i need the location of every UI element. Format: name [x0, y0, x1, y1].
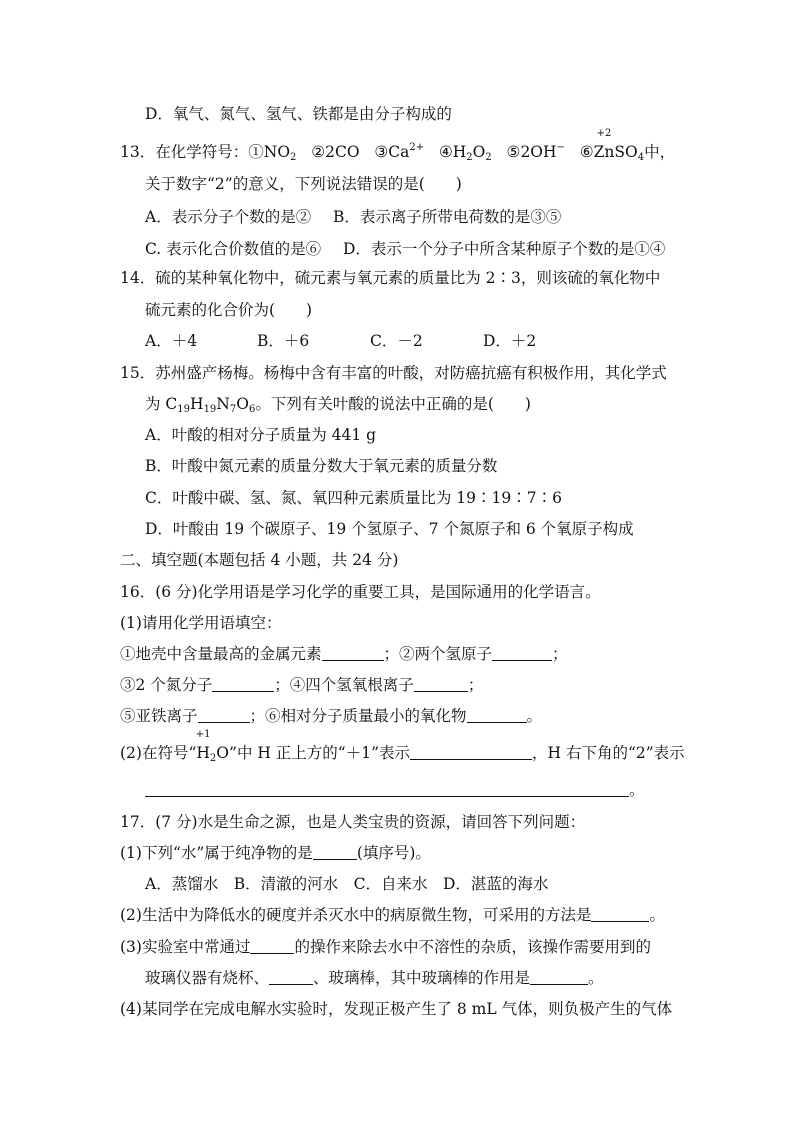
section-heading: 二、填空题(本题包括 4 小题，共 24 分) — [120, 551, 399, 569]
valence-mark: +1 — [195, 729, 211, 740]
answer-blank[interactable] — [250, 939, 294, 954]
q15-option-d: D．叶酸由 19 个碳原子、19 个氢原子、7 个氮原子和 6 个氧原子构成 — [145, 520, 634, 538]
symbol-1: $①NO_2$ — [248, 143, 297, 163]
q14-option-a: A．＋4 — [145, 332, 198, 350]
q14-line-2: 硫元素的化合价为( ) — [145, 301, 313, 319]
q13-intro: 在化学符号： — [155, 143, 249, 161]
symbol-6: ⑥ +2 ZnSO$_4$ — [579, 128, 645, 163]
q16-row-2: ③2 个氮分子 ；④四个氢氧根离子 ； — [120, 676, 484, 694]
q12-option-d: D．氧气、氮气、氢气、铁都是由分子构成的 — [145, 105, 452, 123]
q14-option-c: C．－2 — [370, 332, 423, 350]
answer-blank[interactable] — [269, 970, 313, 985]
q15-line-2: 为 $C_{19}H_{19}N_7O_6$。下列有关叶酸的说法中正确的是( ) — [145, 395, 531, 415]
symbol-5: ⑤2OH− — [506, 142, 565, 161]
q13-stem — [120, 128, 676, 163]
answer-blank[interactable] — [410, 745, 532, 760]
answer-blank[interactable] — [591, 907, 649, 922]
q17-options: A．蒸馏水 B．清澈的河水 C．自来水 D．湛蓝的海水 — [145, 875, 549, 893]
q17-part-4: (4)某同学在完成电解水实验时，发现正极产生了 8 mL 气体，则负极产生的气体 — [120, 1000, 673, 1018]
answer-blank[interactable] — [212, 677, 274, 692]
symbol-3: $③Ca^{2+}$ — [374, 142, 425, 161]
q15-option-c: C．叶酸中碳、氢、氮、氧四种元素质量比为 19∶19∶7∶6 — [145, 489, 562, 507]
q16-part-2-continued: 。 — [145, 780, 645, 800]
q15-line-1: 15．苏州盛产杨梅。杨梅中含有丰富的叶酸，对防癌抗癌有积极作用，其化学式 — [120, 364, 667, 382]
q14-line-1: 14．硫的某种氧化物中，硫元素与氧元素的质量比为 2∶3，则该硫的氧化物中 — [120, 269, 661, 287]
q16-row-3: ⑤亚铁离子 ；⑥相对分子质量最小的氧化物 。 — [120, 707, 543, 725]
symbol-2: ②2CO — [311, 143, 360, 161]
q15-option-a: A．叶酸的相对分子质量为 441 g — [145, 426, 377, 444]
q13-option-c: C. 表示化合价数值的是⑥ — [145, 240, 322, 258]
q17-part-2: (2)生活中为降低水的硬度并杀灭水中的病原微生物，可采用的方法是 。 — [120, 906, 665, 924]
q13-tail: 中， — [644, 143, 676, 161]
answer-blank[interactable] — [313, 845, 357, 860]
answer-blank[interactable] — [414, 677, 468, 692]
q13-option-d: D．表示一个分子中所含某种原子个数的是①④ — [343, 240, 666, 258]
answer-blank[interactable] — [530, 970, 588, 985]
q16-row-1: ①地壳中含量最高的金属元素 ；②两个氢原子 ； — [120, 645, 568, 663]
q13-line-2: 关于数字“2”的意义，下列说法错误的是( ) — [145, 175, 462, 193]
symbol-4: $④H_2O_2$ — [438, 143, 492, 163]
answer-blank[interactable] — [492, 646, 552, 661]
q16-line-2: (1)请用化学用语填空： — [120, 614, 282, 632]
answer-blank[interactable] — [322, 646, 384, 661]
q13-option-a: A．表示分子个数的是② — [145, 208, 312, 226]
q16-part-2: (2)在符号“ +1 $H_2O$”中 H 正上方的“＋1”表示 ，H 右下角的“2”表示 — [120, 729, 685, 764]
q17-part-3-continued: 玻璃仪器有烧杯、 、玻璃棒，其中玻璃棒的作用是 。 — [145, 969, 604, 987]
valence-mark: +2 — [596, 128, 612, 139]
q17-part-3: (3)实验室中常通过 的操作来除去水中不溶性的杂质，该操作需要用到的 — [120, 938, 651, 956]
q13-number: 13． — [120, 143, 156, 161]
q15-option-b: B．叶酸中氮元素的质量分数大于氧元素的质量分数 — [145, 457, 498, 475]
q14-option-d: D．＋2 — [483, 332, 537, 350]
answer-blank[interactable] — [145, 782, 629, 797]
q14-option-b: B．＋6 — [257, 332, 310, 350]
answer-blank[interactable] — [467, 708, 527, 723]
q16-line-1: 16．(6 分)化学用语是学习化学的重要工具，是国际通用的化学语言。 — [120, 583, 601, 601]
q17-part-1: (1)下列“水”属于纯净物的是 (填序号)。 — [120, 844, 431, 862]
answer-blank[interactable] — [198, 708, 250, 723]
q17-line-1: 17．(7 分)水是生命之源，也是人类宝贵的资源，请回答下列问题： — [120, 813, 586, 831]
q13-option-b: B．表示离子所带电荷数的是③⑤ — [333, 208, 562, 226]
